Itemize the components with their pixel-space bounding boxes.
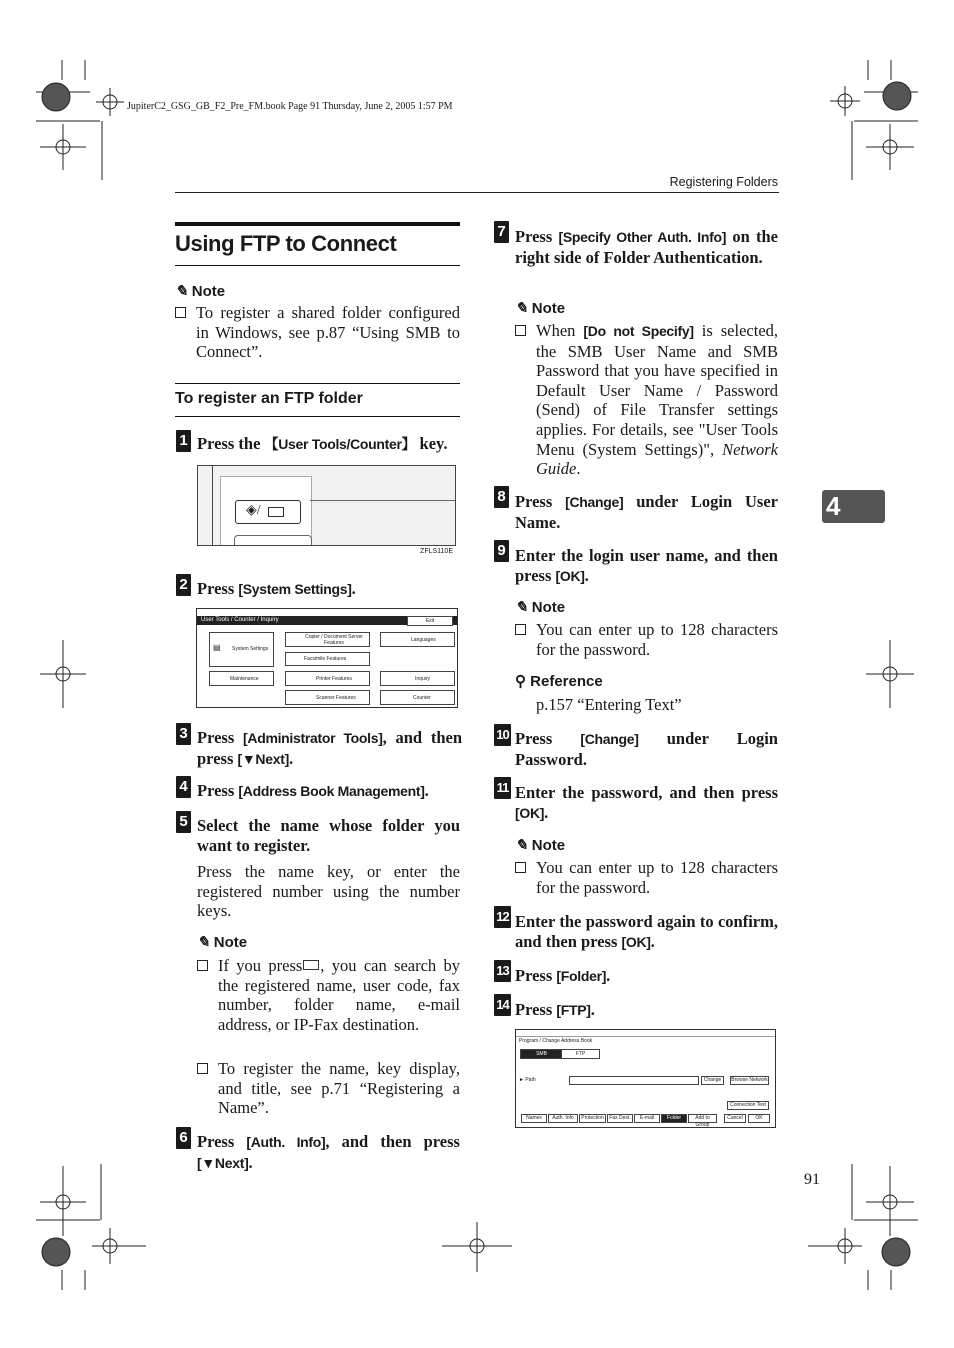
checkbox-bullet-icon [175, 307, 186, 318]
step-number: 6 [176, 1127, 191, 1149]
step-number: 7 [494, 221, 509, 243]
subsection-top-rule [175, 383, 460, 384]
step-2-text: Press [System Settings]. [197, 579, 356, 598]
step-13-text: Press [Folder]. [515, 966, 611, 985]
cancel-button[interactable]: Cancel [724, 1114, 746, 1123]
subsection-bottom-rule [175, 416, 460, 417]
pencil-icon: ✎ [515, 599, 528, 616]
note-item: To register the name, key display, and title, see p.71 “Registering a Name”. [197, 1059, 460, 1119]
page-number: 91 [804, 1171, 820, 1188]
path-input[interactable] [569, 1076, 699, 1085]
section-title: Using FTP to Connect [175, 231, 397, 256]
step-number: 8 [494, 486, 509, 508]
ftp-tab[interactable]: FTP [561, 1049, 600, 1059]
step-number: 4 [176, 776, 191, 798]
running-title: Registering Folders [669, 175, 778, 189]
chapter-tab: 4 [822, 490, 885, 523]
note-item: If you press , you can search by the registered name, user code, fax number, folder name, e-mail address, or IP-Fax destination. [197, 956, 460, 1056]
step-10-text: Press [Change] under Login Password. [515, 729, 778, 769]
address-book-screen [515, 1029, 776, 1128]
step-number: 11 [494, 777, 511, 799]
step-14-text: Press [FTP]. [515, 1000, 595, 1019]
note-item: To register a shared folder configured in Windows, see p.87 “Using SMB to Connect”. [175, 303, 460, 363]
note-heading: ✎ Note [175, 283, 226, 300]
screen-title: User Tools / Counter / Inquiry [201, 617, 279, 623]
connection-test-button[interactable]: Connection Test [727, 1101, 769, 1110]
search-key-icon [303, 960, 319, 970]
step-number: 5 [176, 811, 191, 833]
file-stamp: JupiterC2_GSG_GB_F2_Pre_FM.book Page 91 Thursday, June 2, 2005 1:57 PM [127, 101, 453, 112]
browse-network-button[interactable]: Browse Network [731, 1077, 768, 1083]
checkbox-bullet-icon [197, 1063, 208, 1074]
maintenance-button[interactable]: Maintenance [209, 671, 274, 686]
names-tab[interactable]: Names [521, 1114, 547, 1123]
reference-heading: ⚲ Reference [515, 673, 603, 690]
checkbox-bullet-icon [515, 325, 526, 336]
bottom-tab-bar [519, 1114, 772, 1128]
pencil-icon: ✎ [175, 283, 188, 300]
copier-features-button[interactable]: Copier / Document Server Features [285, 632, 370, 647]
step-9-text: Enter the login user name, and then press [OK]. [515, 546, 778, 585]
step-11-text: Enter the password, and then press [OK]. [515, 783, 778, 822]
reference-text: p.157 “Entering Text” [536, 695, 682, 714]
note-item: You can enter up to 128 characters for the password. [515, 858, 778, 902]
note-item: When [Do not Specify] is selected, the SMB User Name and SMB Password that you have specified in Default User Name / Password (Send) of File Transfer settings applies. For details, see "User Tools Menu (System Settings)", Network Guide. [515, 321, 778, 481]
path-label: ► Path [519, 1077, 536, 1083]
printer-features-button[interactable]: Printer Features [285, 671, 370, 686]
step-7-text: Press [Specify Other Auth. Info] on the right side of Folder Authentication. [515, 227, 778, 267]
fax-dest-tab[interactable]: Fax Dest. [607, 1114, 633, 1123]
checkbox-bullet-icon [197, 960, 208, 971]
step-number: 12 [494, 906, 511, 928]
note-heading: ✎ Note [515, 300, 566, 317]
step-number: 13 [494, 960, 511, 982]
note-item: You can enter up to 128 characters for the password. [515, 620, 778, 664]
step-5-body: Press the name key, or enter the registered number using the number keys. [197, 862, 460, 921]
control-panel-illustration [197, 465, 456, 546]
step-4-text: Press [Address Book Management]. [197, 781, 429, 800]
step-number: 10 [494, 724, 511, 746]
step-1-text: Press the 【User Tools/Counter】 key. [197, 434, 448, 453]
auth-info-tab[interactable]: Auth. Info [548, 1114, 578, 1123]
folder-tab[interactable]: Folder [661, 1114, 687, 1123]
note-heading: ✎ Note [515, 599, 566, 616]
pencil-icon: ✎ [515, 837, 528, 854]
checkbox-bullet-icon [515, 862, 526, 873]
change-button[interactable]: Change [701, 1076, 724, 1085]
note-heading: ✎ Note [197, 934, 248, 951]
ok-button[interactable]: OK [748, 1114, 770, 1123]
step-number: 3 [176, 723, 191, 745]
user-tools-icon: ◈/ [246, 503, 261, 518]
step-number: 9 [494, 540, 509, 562]
step-12-text: Enter the password again to confirm, and then press [OK]. [515, 912, 778, 951]
subsection-title: To register an FTP folder [175, 390, 363, 407]
system-settings-button[interactable]: ▤ System Settings [209, 632, 274, 667]
scanner-features-button[interactable]: Scanner Features [285, 690, 370, 705]
step-number: 1 [176, 430, 191, 452]
user-tools-screen [196, 608, 458, 708]
step-5-text: Select the name whose folder you want to register. [197, 816, 460, 855]
user-tools-key [235, 500, 301, 524]
step-8-text: Press [Change] under Login User Name. [515, 492, 778, 532]
image-label: ZFLS110E [420, 548, 453, 555]
email-tab[interactable]: E-mail [634, 1114, 660, 1123]
screen-title: Program / Change Address Book [519, 1038, 593, 1044]
add-to-group-tab[interactable]: Add to Group [688, 1114, 717, 1123]
section-bottom-rule [175, 265, 460, 266]
step-6-text: Press [Auth. Info], and then press [▼Next]. [197, 1132, 460, 1172]
section-top-rule [175, 222, 460, 226]
pencil-icon: ✎ [197, 934, 210, 951]
fax-features-button[interactable]: Facsimile Features [285, 652, 370, 666]
protection-tab[interactable]: Protection [579, 1114, 606, 1123]
step-3-text: Press [Administrator Tools], and then press [▼Next]. [197, 728, 462, 768]
exit-button[interactable]: Exit [407, 616, 453, 626]
header-rule [175, 192, 779, 193]
step-number: 2 [176, 574, 191, 596]
smb-tab[interactable]: SMB [520, 1049, 563, 1059]
step-number: 14 [494, 994, 511, 1016]
counter-button[interactable]: Counter [380, 690, 455, 705]
checkbox-bullet-icon [515, 624, 526, 635]
inquiry-button[interactable]: Inquiry [380, 671, 455, 686]
pencil-icon: ✎ [515, 300, 528, 317]
note-heading: ✎ Note [515, 837, 566, 854]
reference-icon: ⚲ [515, 673, 526, 690]
languages-button[interactable]: Languages [380, 632, 455, 647]
